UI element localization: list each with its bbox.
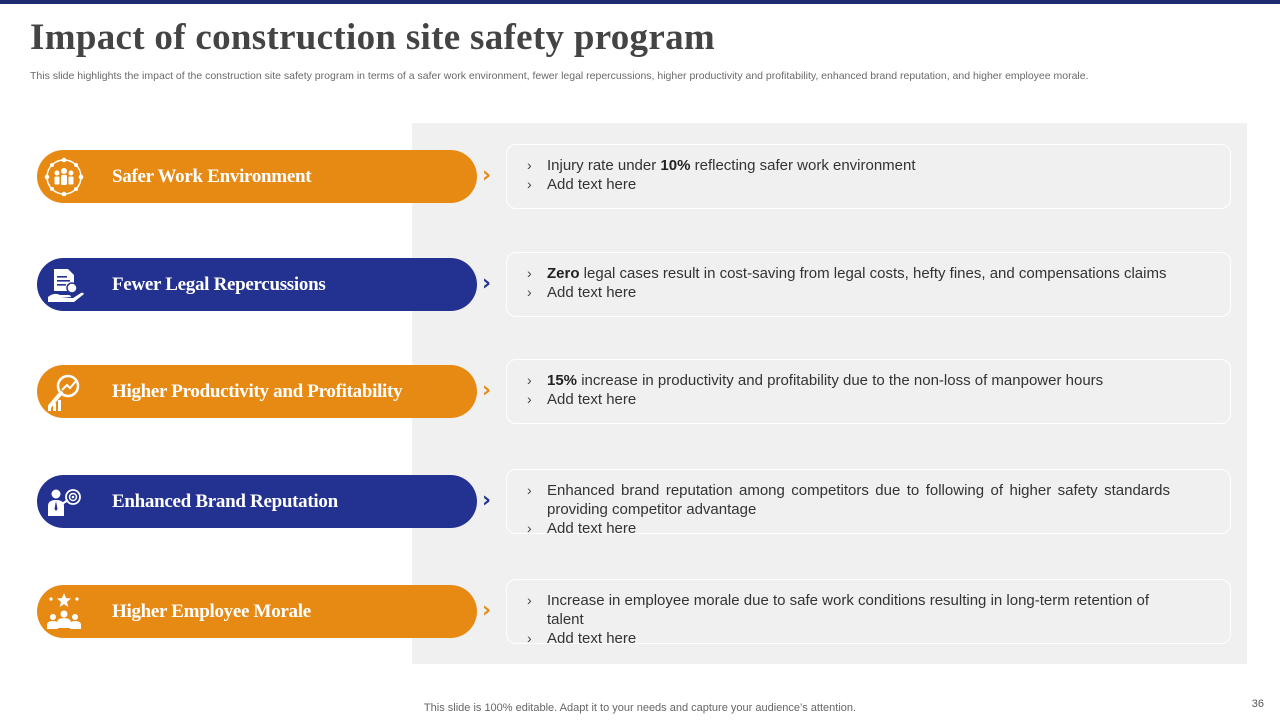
slide-subtitle: This slide highlights the impact of the construction site safety program in terms of a safer work environment, fewer legal repercussions, higher productivity and profitability, enhanced brand reputation, and higher employee morale. xyxy=(30,70,1089,82)
page-number: 36 xyxy=(1251,698,1264,710)
list-item: › Add text here xyxy=(527,284,637,301)
list-item: › Increase in employee morale due to safe work conditions resulting in long-term retention of talent xyxy=(527,592,1149,628)
list-item: › Add text here xyxy=(527,391,637,408)
businessman-target-icon xyxy=(40,478,88,526)
list-item: › 15% increase in productivity and profitability due to the non-loss of manpower hours xyxy=(527,372,1104,389)
list-item: › Injury rate under 10% reflecting safer work environment xyxy=(527,157,916,174)
team-network-icon xyxy=(40,153,88,201)
team-star-icon xyxy=(40,588,88,636)
item-label: Higher Productivity and Profitability xyxy=(112,380,403,402)
list-item: › Add text here xyxy=(527,630,637,647)
item-card-enhanced-brand-reputation xyxy=(506,469,1231,537)
slide-footer-note: This slide is 100% editable. Adapt it to your needs and capture your audience’s attention. xyxy=(423,702,857,714)
item-pill-higher-productivity xyxy=(37,365,477,418)
item-pill-fewer-legal-repercussions xyxy=(37,258,477,311)
item-pill-safer-work-environment xyxy=(37,150,477,203)
chevron-right-icon: › xyxy=(482,271,492,296)
growth-chart-magnifier-icon xyxy=(40,368,88,416)
top-accent-rule xyxy=(0,0,1280,4)
item-label: Safer Work Environment xyxy=(112,165,312,187)
chevron-right-icon: › xyxy=(482,488,492,513)
item-card-higher-productivity xyxy=(506,359,1231,424)
item-label: Fewer Legal Repercussions xyxy=(112,273,326,295)
item-label: Enhanced Brand Reputation xyxy=(112,490,338,512)
list-item: › Add text here xyxy=(527,520,637,537)
item-card-higher-employee-morale xyxy=(506,579,1231,647)
list-item: › Enhanced brand reputation among competitors due to following of higher safety standards providing competitor advantage xyxy=(527,482,1170,518)
legal-document-hand-icon xyxy=(40,261,88,309)
list-item: › Zero legal cases result in cost-saving from legal costs, hefty fines, and compensations claims xyxy=(527,265,1167,282)
item-pill-enhanced-brand-reputation xyxy=(37,475,477,528)
item-card-safer-work-environment xyxy=(506,144,1231,209)
slide-title: Impact of construction site safety program xyxy=(30,17,715,58)
list-item: › Add text here xyxy=(527,176,637,193)
item-pill-higher-employee-morale xyxy=(37,585,477,638)
item-card-fewer-legal-repercussions xyxy=(506,252,1231,317)
chevron-right-icon: › xyxy=(482,598,492,623)
item-label: Higher Employee Morale xyxy=(112,600,311,622)
chevron-right-icon: › xyxy=(482,163,492,188)
chevron-right-icon: › xyxy=(482,378,492,403)
